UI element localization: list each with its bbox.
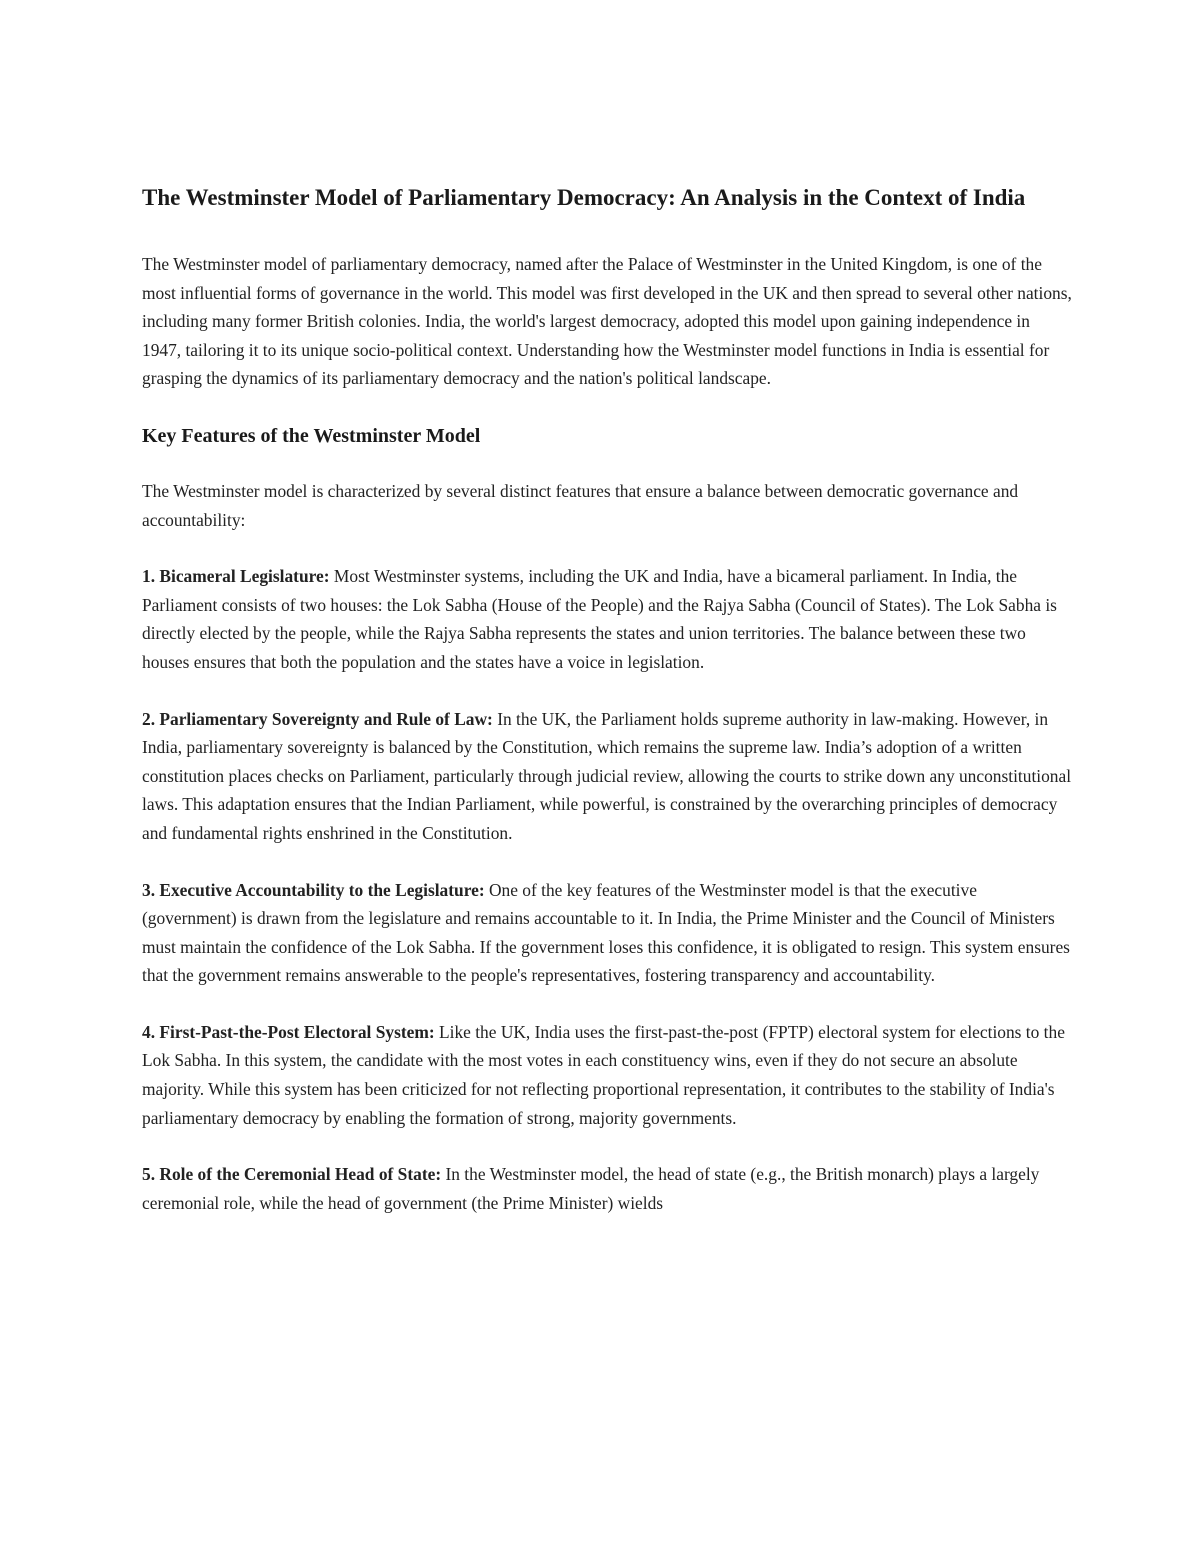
- feature-text: In the UK, the Parliament holds supreme authority in law-making. However, in India, parliamentary sovereignty is balanced by the Constitution, which remains the supreme law. India’s adoption of a written constitution places checks on Parliament, particularly through judicial review, allowing the courts to strike down any unconstitutional laws. This adaptation ensures that the Indian Parliament, while powerful, is constrained by the overarching principles of democracy and fundamental rights enshrined in the Constitution.: [142, 708, 1072, 843]
- feature-item-ceremonial-head-of-state: [142, 1160, 1072, 1217]
- feature-label: 4. First-Past-the-Post Electoral System:: [142, 1021, 435, 1042]
- document-title: The Westminster Model of Parliamentary Democracy: An Analysis in the Context of India: [142, 185, 1026, 210]
- feature-text: Most Westminster systems, including the UK and India, have a bicameral parliament. In India, the Parliament consists of two houses: the Lok Sabha (House of the People) and the Rajya Sabha (Council of States). The Lok Sabha is directly elected by the people, while the Rajya Sabha represents the states and union territories. The balance between these two houses ensures that both the population and the states have a voice in legislation.: [142, 566, 1057, 672]
- feature-text: Like the UK, India uses the first-past-the-post (FPTP) electoral system for elections to the Lok Sabha. In this system, the candidate with the most votes in each constituency wins, even if they do not secure an absolute majority. While this system has been criticized for not reflecting proportional representation, it contributes to the stability of India's parliamentary democracy by enabling the formation of strong, majority governments.: [142, 1021, 1065, 1128]
- feature-label: 2. Parliamentary Sovereignty and Rule of Law:: [142, 708, 493, 729]
- feature-text: One of the key features of the Westminster model is that the executive (government) is drawn from the legislature and remains accountable to it. In India, the Prime Minister and the Council of Ministers must maintain the confidence of the Lok Sabha. If the government loses this confidence, it is obligated to resign. This system ensures that the government remains answerable to the people's representatives, fostering transparency and accountability.: [142, 879, 1070, 986]
- document-page: [142, 178, 1072, 1245]
- feature-item-parliamentary-sovereignty: [142, 705, 1072, 848]
- intro-paragraph: The Westminster model of parliamentary democracy, named after the Palace of Westminster in the United Kingdom, is one of the most influential forms of governance in the world. This model was first developed in the UK and then spread to several other nations, including many former British colonies. India, the world's largest democracy, adopted this model upon gaining independence in 1947, tailoring it to its unique socio-political context. Understanding how the Westminster model functions in India is essential for grasping the dynamics of its parliamentary democracy and the nation's political landscape.: [142, 254, 1072, 389]
- feature-list: [142, 562, 1072, 1217]
- section-heading: Key Features of the Westminster Model: [142, 424, 481, 447]
- feature-item-fptp-electoral-system: [142, 1018, 1072, 1132]
- feature-label: 3. Executive Accountability to the Legislature:: [142, 879, 485, 900]
- feature-text: In the Westminster model, the head of state (e.g., the British monarch) plays a largely ceremonial role, while the head of government (the Prime Minister) wields: [142, 1164, 1040, 1213]
- feature-label: 5. Role of the Ceremonial Head of State:: [142, 1164, 442, 1185]
- section-intro-paragraph: The Westminster model is characterized by several distinct features that ensure a balance between democratic governance and accountability:: [142, 480, 1019, 530]
- feature-item-bicameral-legislature: [142, 562, 1072, 676]
- feature-item-executive-accountability: [142, 876, 1072, 990]
- feature-label: 1. Bicameral Legislature:: [142, 566, 330, 587]
